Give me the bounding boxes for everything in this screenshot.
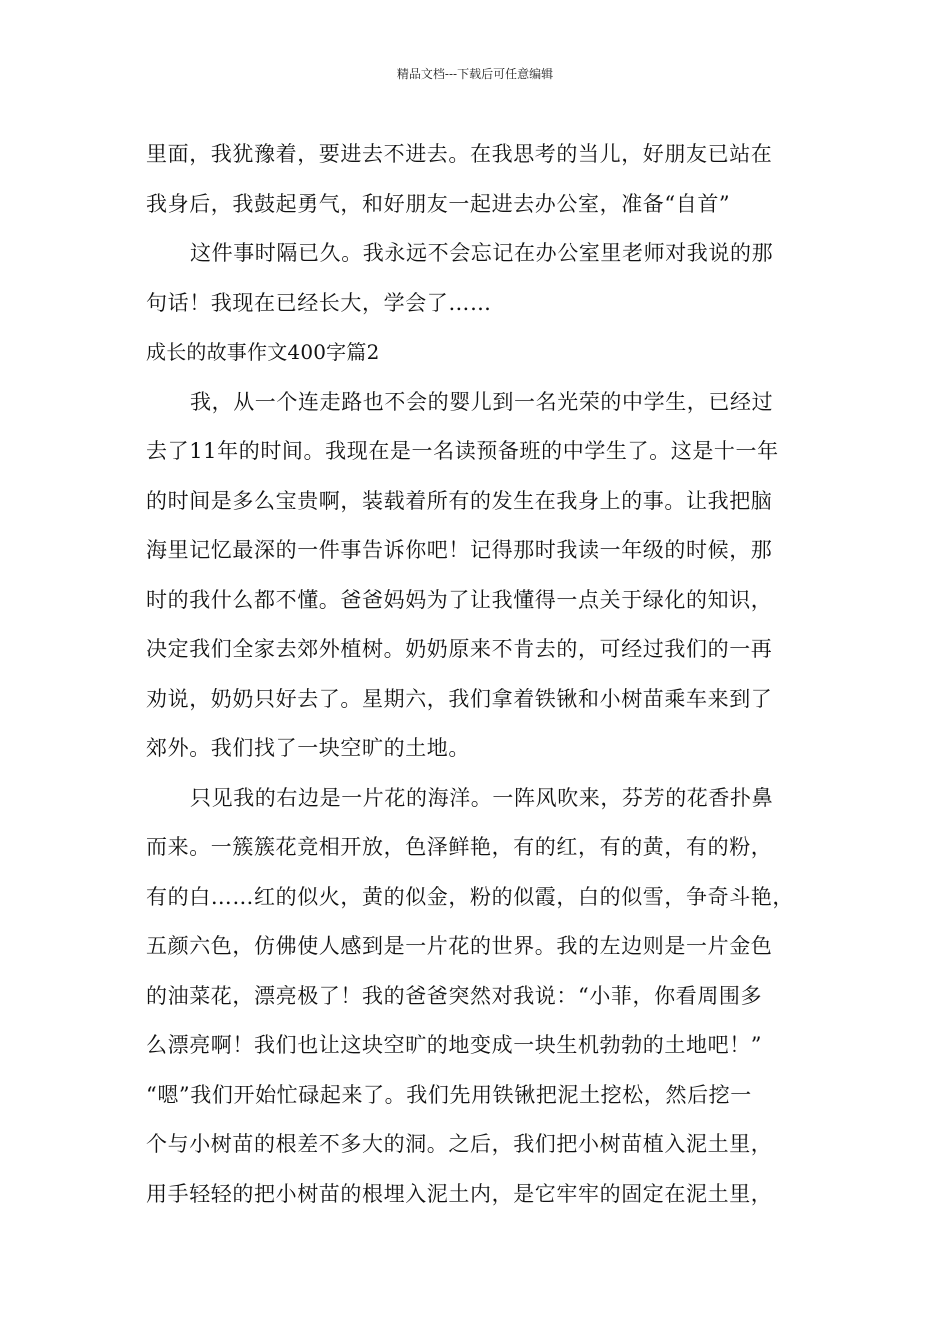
text-line: 时的我什么都不懂。爸爸妈妈为了让我懂得一点关于绿化的知识， bbox=[146, 587, 773, 612]
text-line: 有的白……红的似火，黄的似金，粉的似霞，白的似雪，争奇斗艳， bbox=[146, 884, 794, 909]
section-heading: 成长的故事作文400字篇2 bbox=[146, 340, 380, 364]
text-line: 的油菜花，漂亮极了！我的爸爸突然对我说：“小菲，你看周围多 bbox=[146, 983, 763, 1008]
text-line: 里面，我犹豫着，要进去不进去。在我思考的当儿，好朋友已站在 bbox=[146, 142, 773, 166]
text-line: “嗯”我们开始忙碌起来了。我们先用铁锹把泥土挖松，然后挖一 bbox=[146, 1082, 752, 1107]
text-line: 五颜六色，仿佛使人感到是一片花的世界。我的左边则是一片金色 bbox=[146, 934, 773, 958]
text-line: 郊外。我们找了一块空旷的土地。 bbox=[146, 736, 470, 760]
text-line: 劝说，奶奶只好去了。星期六，我们拿着铁锹和小树苗乘车来到了 bbox=[146, 686, 773, 711]
page-header: 精品文档---下载后可任意编辑 bbox=[396, 67, 554, 81]
text-line: 而来。一簇簇花竞相开放，色泽鲜艳，有的红，有的黄，有的粉， bbox=[146, 835, 773, 859]
text-line: 用手轻轻的把小树苗的根埋入泥土内，是它牢牢的固定在泥土里， bbox=[146, 1181, 773, 1206]
text-line: 我身后，我鼓起勇气，和好朋友一起进去办公室，准备“自首” bbox=[146, 191, 731, 216]
text-line: 决定我们全家去郊外植树。奶奶原来不肯去的，可经过我们的一再 bbox=[146, 637, 773, 661]
paragraph-start-line: 只见我的右边是一片花的海洋。一阵风吹来，芬芳的花香扑鼻 bbox=[190, 785, 774, 810]
text-line: 个与小树苗的根差不多大的洞。之后，我们把小树苗植入泥土里， bbox=[146, 1132, 773, 1156]
text-line: 的时间是多么宝贵啊，装载着所有的发生在我身上的事。让我把脑 bbox=[146, 488, 773, 513]
text-line: 去了11年的时间。我现在是一名读预备班的中学生了。这是十一年 bbox=[146, 439, 779, 463]
text-line: 海里记忆最深的一件事告诉你吧！记得那时我读一年级的时候，那 bbox=[146, 538, 773, 562]
text-line: 句话！我现在已经长大，学会了…… bbox=[146, 290, 492, 315]
document-body bbox=[146, 130, 826, 1219]
text-line: 么漂亮啊！我们也让这块空旷的地变成一块生机勃勃的土地吧！” bbox=[146, 1033, 763, 1057]
paragraph-start-line: 我，从一个连走路也不会的婴儿到一名光荣的中学生，已经过 bbox=[190, 389, 774, 414]
paragraph-start-line: 这件事时隔已久。我永远不会忘记在办公室里老师对我说的那 bbox=[190, 241, 774, 265]
